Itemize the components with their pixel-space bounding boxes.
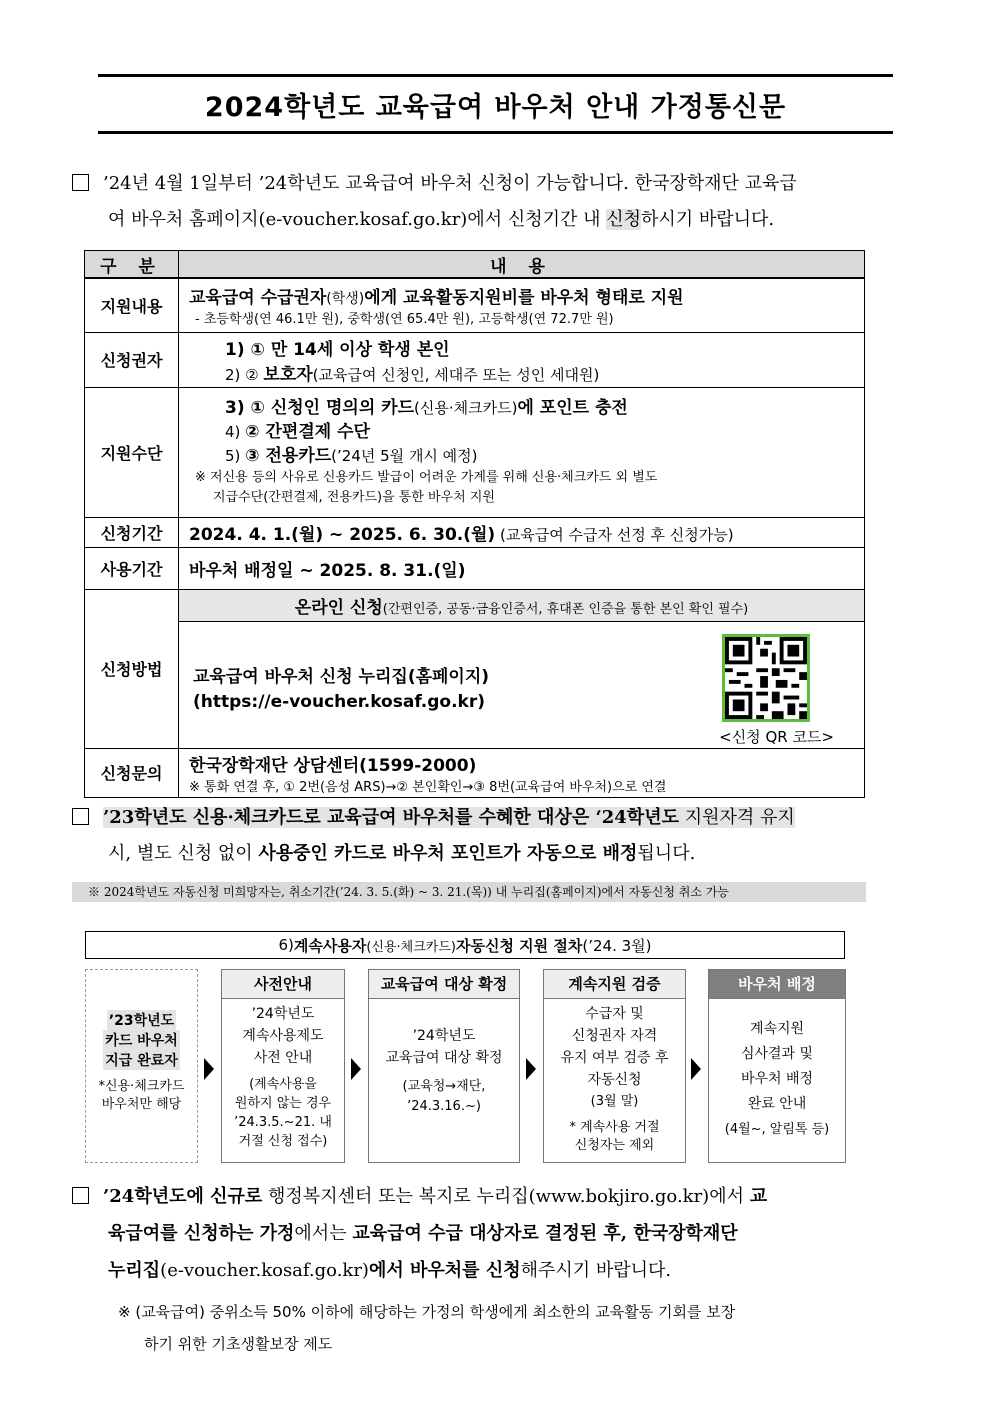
table-row xyxy=(85,748,865,797)
title-box xyxy=(98,74,893,134)
checkbox-icon xyxy=(72,1187,89,1204)
new-g: 누리집 xyxy=(108,1260,161,1281)
row-content xyxy=(179,748,865,797)
step1-note4: 거절 신청 접수) xyxy=(238,1134,328,1149)
new-h: (e-voucher.kosaf.go.kr) xyxy=(160,1260,369,1281)
arrow-right-icon xyxy=(691,1058,701,1080)
row-label: 지원내용 xyxy=(85,278,179,332)
footnote xyxy=(118,1296,924,1360)
support-a: 교육급여 수급권자 xyxy=(189,288,327,309)
apply-period: 2024. 4. 1.(월) ~ 2025. 6. 30.(월) xyxy=(189,524,496,545)
means-1-a: 3) ① 신청인 명의의 카드 xyxy=(225,398,415,418)
intro-line2-a: 여 바우처 홈페이지(e-voucher.kosaf.go.kr)에서 신청기간 내 xyxy=(108,209,607,230)
process-title-date: (’24. 3월) xyxy=(582,936,652,955)
table-row xyxy=(85,517,865,547)
header-content: 내 용 xyxy=(179,251,865,279)
means-1-b: (신용·체크카드) xyxy=(414,399,518,417)
applicant-1: 1) ① 만 14세 이상 학생 본인 xyxy=(225,339,450,360)
process-title-small: (신용·체크카드) xyxy=(366,939,456,955)
new-line3 xyxy=(72,1252,924,1289)
new-line2 xyxy=(72,1215,924,1252)
process-title-num: 6) xyxy=(278,936,294,954)
auto-line2 xyxy=(72,836,924,872)
means-3-rest: (’24년 5월 개시 예정) xyxy=(331,447,478,465)
row-label: 신청방법 xyxy=(85,589,179,748)
table-row xyxy=(85,387,865,517)
online-header xyxy=(179,590,864,622)
step1-note3: ’24.3.5.~21. 내 xyxy=(234,1115,332,1130)
step1-note2: 원하지 않는 경우 xyxy=(234,1096,332,1111)
qr-code-icon xyxy=(725,637,807,719)
step2-note1: (교육청→재단, xyxy=(402,1079,486,1094)
process-step-verify xyxy=(543,969,686,1163)
table-row xyxy=(85,547,865,589)
auto-a: ’23학년도 신용·체크카드로 교육급여 바우처를 수혜한 대상은 ‘24학년도 xyxy=(103,807,679,828)
step4-line1: 계속지원 xyxy=(749,1021,805,1037)
footnote-line2: 하기 위한 기초생활보장 제도 xyxy=(144,1335,333,1353)
new-b: 행정복지센터 또는 복지로 누리집(www.bokjiro.go.kr)에서 xyxy=(262,1186,750,1207)
step4-line5: (4월~, 알림톡 등) xyxy=(724,1122,830,1137)
intro-line2 xyxy=(72,202,924,238)
step3-line1: 수급자 및 xyxy=(585,1006,644,1022)
apply-site-label[interactable]: 교육급여 바우처 신청 누리집(홈페이지) xyxy=(193,666,490,687)
use-period: 바우처 배정일 ~ 2025. 8. 31.(일) xyxy=(189,560,466,581)
support-sub: - 초등학생(연 46.1만 원), 중학생(연 65.4만 원), 고등학생(연 72.7만 원) xyxy=(195,312,614,328)
page-title: 2024학년도 교육급여 바우처 안내 가정통신문 xyxy=(204,91,787,123)
means-note1: ※ 저신용 등의 사유로 신용카드 발급이 어려운 가계를 위해 신용·체크카드 외 별도 xyxy=(195,470,658,485)
qr-code[interactable] xyxy=(722,634,810,722)
applicant-2 xyxy=(189,360,854,385)
applicant-2-rest: (교육급여 신청인, 세대주 또는 성인 세대원) xyxy=(312,365,600,384)
step1-line1: ’24학년도 xyxy=(251,1006,315,1022)
row-content xyxy=(179,332,865,387)
arrow-right-icon xyxy=(351,1058,361,1080)
new-j: 해주시기 바랍니다. xyxy=(520,1260,672,1281)
row-label: 신청문의 xyxy=(85,748,179,797)
step2-line2: 교육급여 대상 확정 xyxy=(385,1050,503,1066)
step4-header: 바우처 배정 xyxy=(709,970,845,999)
new-applicant-paragraph xyxy=(72,1178,924,1289)
intro-line1: ’24년 4월 1일부터 ’24학년도 교육급여 바우처 신청이 가능합니다. 한국장학재단 교육급 xyxy=(103,173,797,194)
step0-note xyxy=(86,1078,197,1114)
means-3-num: 5) xyxy=(225,447,246,465)
step1-header: 사전안내 xyxy=(222,970,344,999)
applicant-2-num: 2) ② xyxy=(225,365,264,384)
means-note2: 지급수단(간편결제, 전용카드)을 통한 바우처 지원 xyxy=(213,490,495,505)
row-content xyxy=(179,589,865,748)
step3-note2: 신청자는 제외 xyxy=(574,1138,655,1153)
arrow-right-icon xyxy=(204,1058,214,1080)
apply-period-note: (교육급여 수급자 선정 후 신청가능) xyxy=(495,525,734,544)
step4-line4: 완료 안내 xyxy=(747,1096,807,1112)
header-category: 구 분 xyxy=(85,251,179,279)
step1-body xyxy=(222,999,344,1155)
checkbox-icon xyxy=(72,808,89,825)
footnote-line1: ※ (교육급여) 중위소득 50% 이하에 해당하는 가정의 학생에게 최소한의 교육활동 기회를 보장 xyxy=(118,1303,736,1321)
process-step-notice xyxy=(221,969,345,1163)
step1-note1: (계속사용을 xyxy=(249,1077,317,1092)
step1-line2: 계속사용제도 xyxy=(242,1028,324,1044)
means-1-c: 에 포인트 충전 xyxy=(517,398,628,418)
applicant-2-bold: 보호자 xyxy=(263,364,313,385)
step2-note xyxy=(373,1077,515,1117)
step3-note xyxy=(548,1119,681,1155)
support-b: (학생) xyxy=(326,291,365,308)
intro-highlight: 신청 xyxy=(606,209,641,230)
row-label: 지원수단 xyxy=(85,387,179,517)
auto-e: 됩니다. xyxy=(637,843,696,864)
table-row xyxy=(85,589,865,748)
new-f: 교육급여 수급 대상자로 결정된 후, 한국장학재단 xyxy=(352,1223,738,1244)
process-step-assign xyxy=(708,969,846,1163)
step0-note1: *신용·체크카드 xyxy=(98,1079,185,1094)
auto-d: 사용중인 카드로 바우처 포인트가 자동으로 배정 xyxy=(258,843,638,864)
new-d: 육급여를 신청하는 가정 xyxy=(108,1223,295,1244)
means-2 xyxy=(189,420,854,444)
arrow-right-icon xyxy=(526,1058,536,1080)
new-c: 교 xyxy=(749,1186,768,1207)
apply-method-body xyxy=(189,622,854,746)
support-content xyxy=(189,283,854,308)
step0-line2: 카드 바우처 xyxy=(103,1030,180,1050)
step3-note1: * 계속사용 거절 xyxy=(569,1120,660,1135)
means-2-bold: ② 간편결제 수단 xyxy=(245,422,370,442)
row-content xyxy=(179,517,865,547)
step4-line3: 바우처 배정 xyxy=(740,1071,814,1087)
step0-main xyxy=(86,1010,197,1070)
step3-line2: 신청권자 자격 xyxy=(571,1028,658,1044)
row-content xyxy=(179,387,865,517)
process-title-b1: 계속사용자 xyxy=(293,936,367,955)
auto-paragraph xyxy=(72,800,924,872)
step2-body xyxy=(369,999,519,1121)
step0-note2: 바우처만 해당 xyxy=(101,1097,182,1112)
process-title-b2: 자동신청 지원 절차 xyxy=(455,936,583,955)
contact-note: ※ 통화 연결 후, ① 2번(음성 ARS)→② 본인확인→③ 8번(교육급여 바우처)으로 연결 xyxy=(189,779,667,795)
step3-line5: (3월 말) xyxy=(590,1094,639,1109)
row-content xyxy=(179,278,865,332)
means-3-bold: ③ 전용카드 xyxy=(245,446,332,466)
step2-header: 교육급여 대상 확정 xyxy=(369,970,519,999)
online-header-note: (간편인증, 공동·금융인증서, 휴대폰 인증을 통한 본인 확인 필수) xyxy=(382,601,749,617)
intro-line2-b: 하시기 바랍니다. xyxy=(641,209,775,230)
new-e: 에서는 xyxy=(294,1223,353,1244)
step4-body xyxy=(709,999,845,1146)
new-i: 에서 바우처를 신청 xyxy=(368,1260,521,1281)
step3-body xyxy=(544,999,685,1159)
checkbox-icon xyxy=(72,174,89,191)
intro-paragraph xyxy=(72,166,924,238)
qr-caption: <신청 QR 코드> xyxy=(719,727,834,746)
table-header-row xyxy=(85,251,865,279)
auto-b: 지원자격 유지 xyxy=(678,807,795,828)
step0-line1: ’23학년도 xyxy=(107,1010,176,1030)
step2-note2: ’24.3.16.~) xyxy=(407,1099,481,1114)
online-header-bold: 온라인 신청 xyxy=(294,597,383,618)
auto-c: 시, 별도 신청 없이 xyxy=(108,843,259,864)
step3-line4: 자동신청 xyxy=(587,1072,642,1088)
info-table xyxy=(84,250,865,798)
means-3 xyxy=(189,444,854,468)
new-a: ’24학년도에 신규로 xyxy=(103,1186,263,1207)
row-content xyxy=(179,547,865,589)
step4-line2: 심사결과 및 xyxy=(740,1046,814,1062)
step3-header: 계속지원 검증 xyxy=(544,970,685,999)
step3-line3: 유지 여부 검증 후 xyxy=(560,1050,669,1066)
auto-highlight xyxy=(103,807,795,828)
process-step-confirm xyxy=(368,969,520,1163)
table-row xyxy=(85,278,865,332)
step1-line3: 사전 안내 xyxy=(253,1050,313,1066)
means-2-num: 4) xyxy=(225,423,246,441)
table-row xyxy=(85,332,865,387)
step1-note xyxy=(226,1075,340,1151)
apply-site-url[interactable]: (https://e-voucher.kosaf.go.kr) xyxy=(193,691,486,712)
step2-line1: ’24학년도 xyxy=(412,1028,476,1044)
auto-cancel-note: ※ 2024학년도 자동신청 미희망자는, 취소기간(’24. 3. 5.(화) ~ 3. 21.(목)) 내 누리집(홈페이지)에서 자동신청 취소 가능 xyxy=(72,882,866,902)
means-1 xyxy=(189,396,854,420)
row-label: 사용기간 xyxy=(85,547,179,589)
process-step-start xyxy=(85,969,198,1163)
process-title xyxy=(85,931,845,959)
row-label: 신청권자 xyxy=(85,332,179,387)
contact-center: 한국장학재단 상담센터(1599-2000) xyxy=(189,755,477,776)
support-c: 에게 교육활동지원비를 바우처 형태로 지원 xyxy=(364,288,684,309)
row-label: 신청기간 xyxy=(85,517,179,547)
step0-line3: 지급 완료자 xyxy=(103,1050,180,1070)
